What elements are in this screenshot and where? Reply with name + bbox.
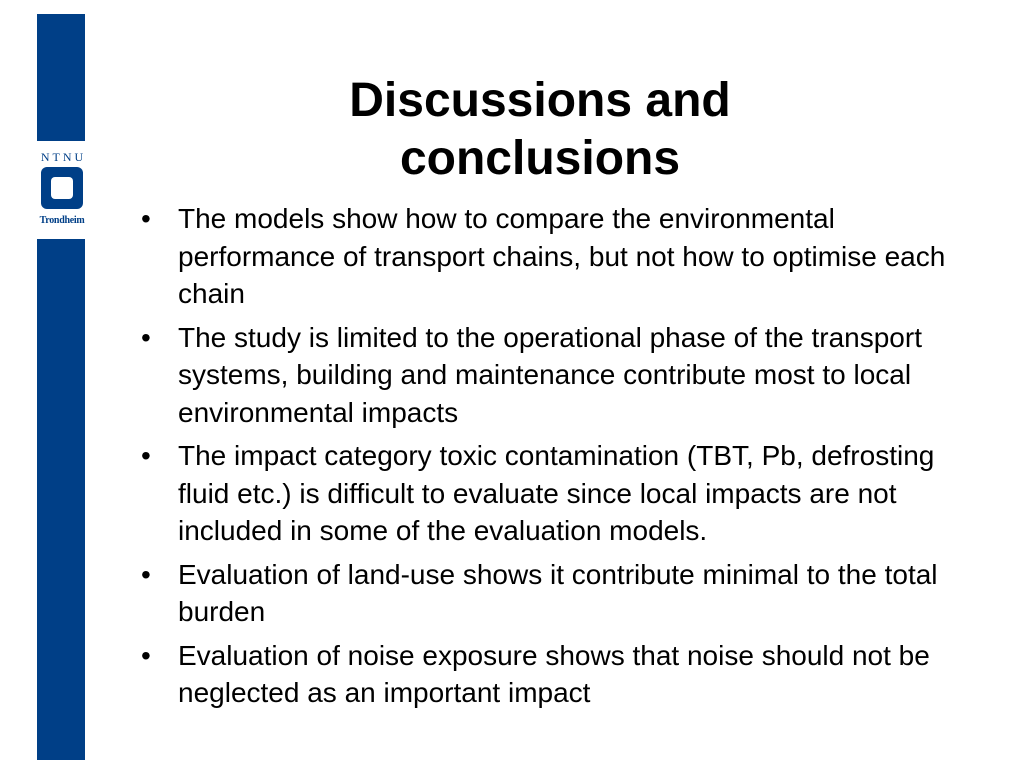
ntnu-logo-mark-icon (41, 167, 83, 209)
sidebar-bottom-bar (37, 239, 85, 760)
bullet-item (133, 319, 993, 432)
sidebar-top-bar (37, 14, 85, 141)
bullet-item (133, 437, 993, 550)
bullet-text: Evaluation of noise exposure shows that noise should not be neglected as an important impact (178, 639, 930, 708)
bullet-item (133, 200, 993, 313)
bullet-list (133, 200, 993, 718)
bullet-item (133, 637, 993, 712)
bullet-text: The impact category toxic contamination (TBT, Pb, defrosting fluid etc.) is difficult to evaluate since local impacts are not included in some of the evaluation models. (178, 440, 935, 546)
bullet-text: The study is limited to the operational phase of the transport systems, building and maintenance contribute most to local environmental impacts (178, 321, 922, 428)
bullet-text: The models show how to compare the environmental performance of transport chains, but not how to optimise each chain (178, 203, 946, 309)
bullet-marker: • (141, 321, 151, 353)
bullet-marker: • (141, 440, 151, 471)
bullet-text: Evaluation of land-use shows it contribute minimal to the total burden (178, 558, 938, 627)
bullet-marker: • (141, 558, 151, 590)
bullet-marker: • (141, 203, 151, 234)
ntnu-logo (33, 148, 91, 236)
logo-ntnu-text: NTNU (40, 150, 87, 164)
slide-title: Discussions and conclusions (349, 74, 731, 185)
bullet-marker: • (141, 639, 151, 671)
bullet-item (133, 556, 993, 631)
logo-city-text: Trondheim (39, 215, 85, 226)
